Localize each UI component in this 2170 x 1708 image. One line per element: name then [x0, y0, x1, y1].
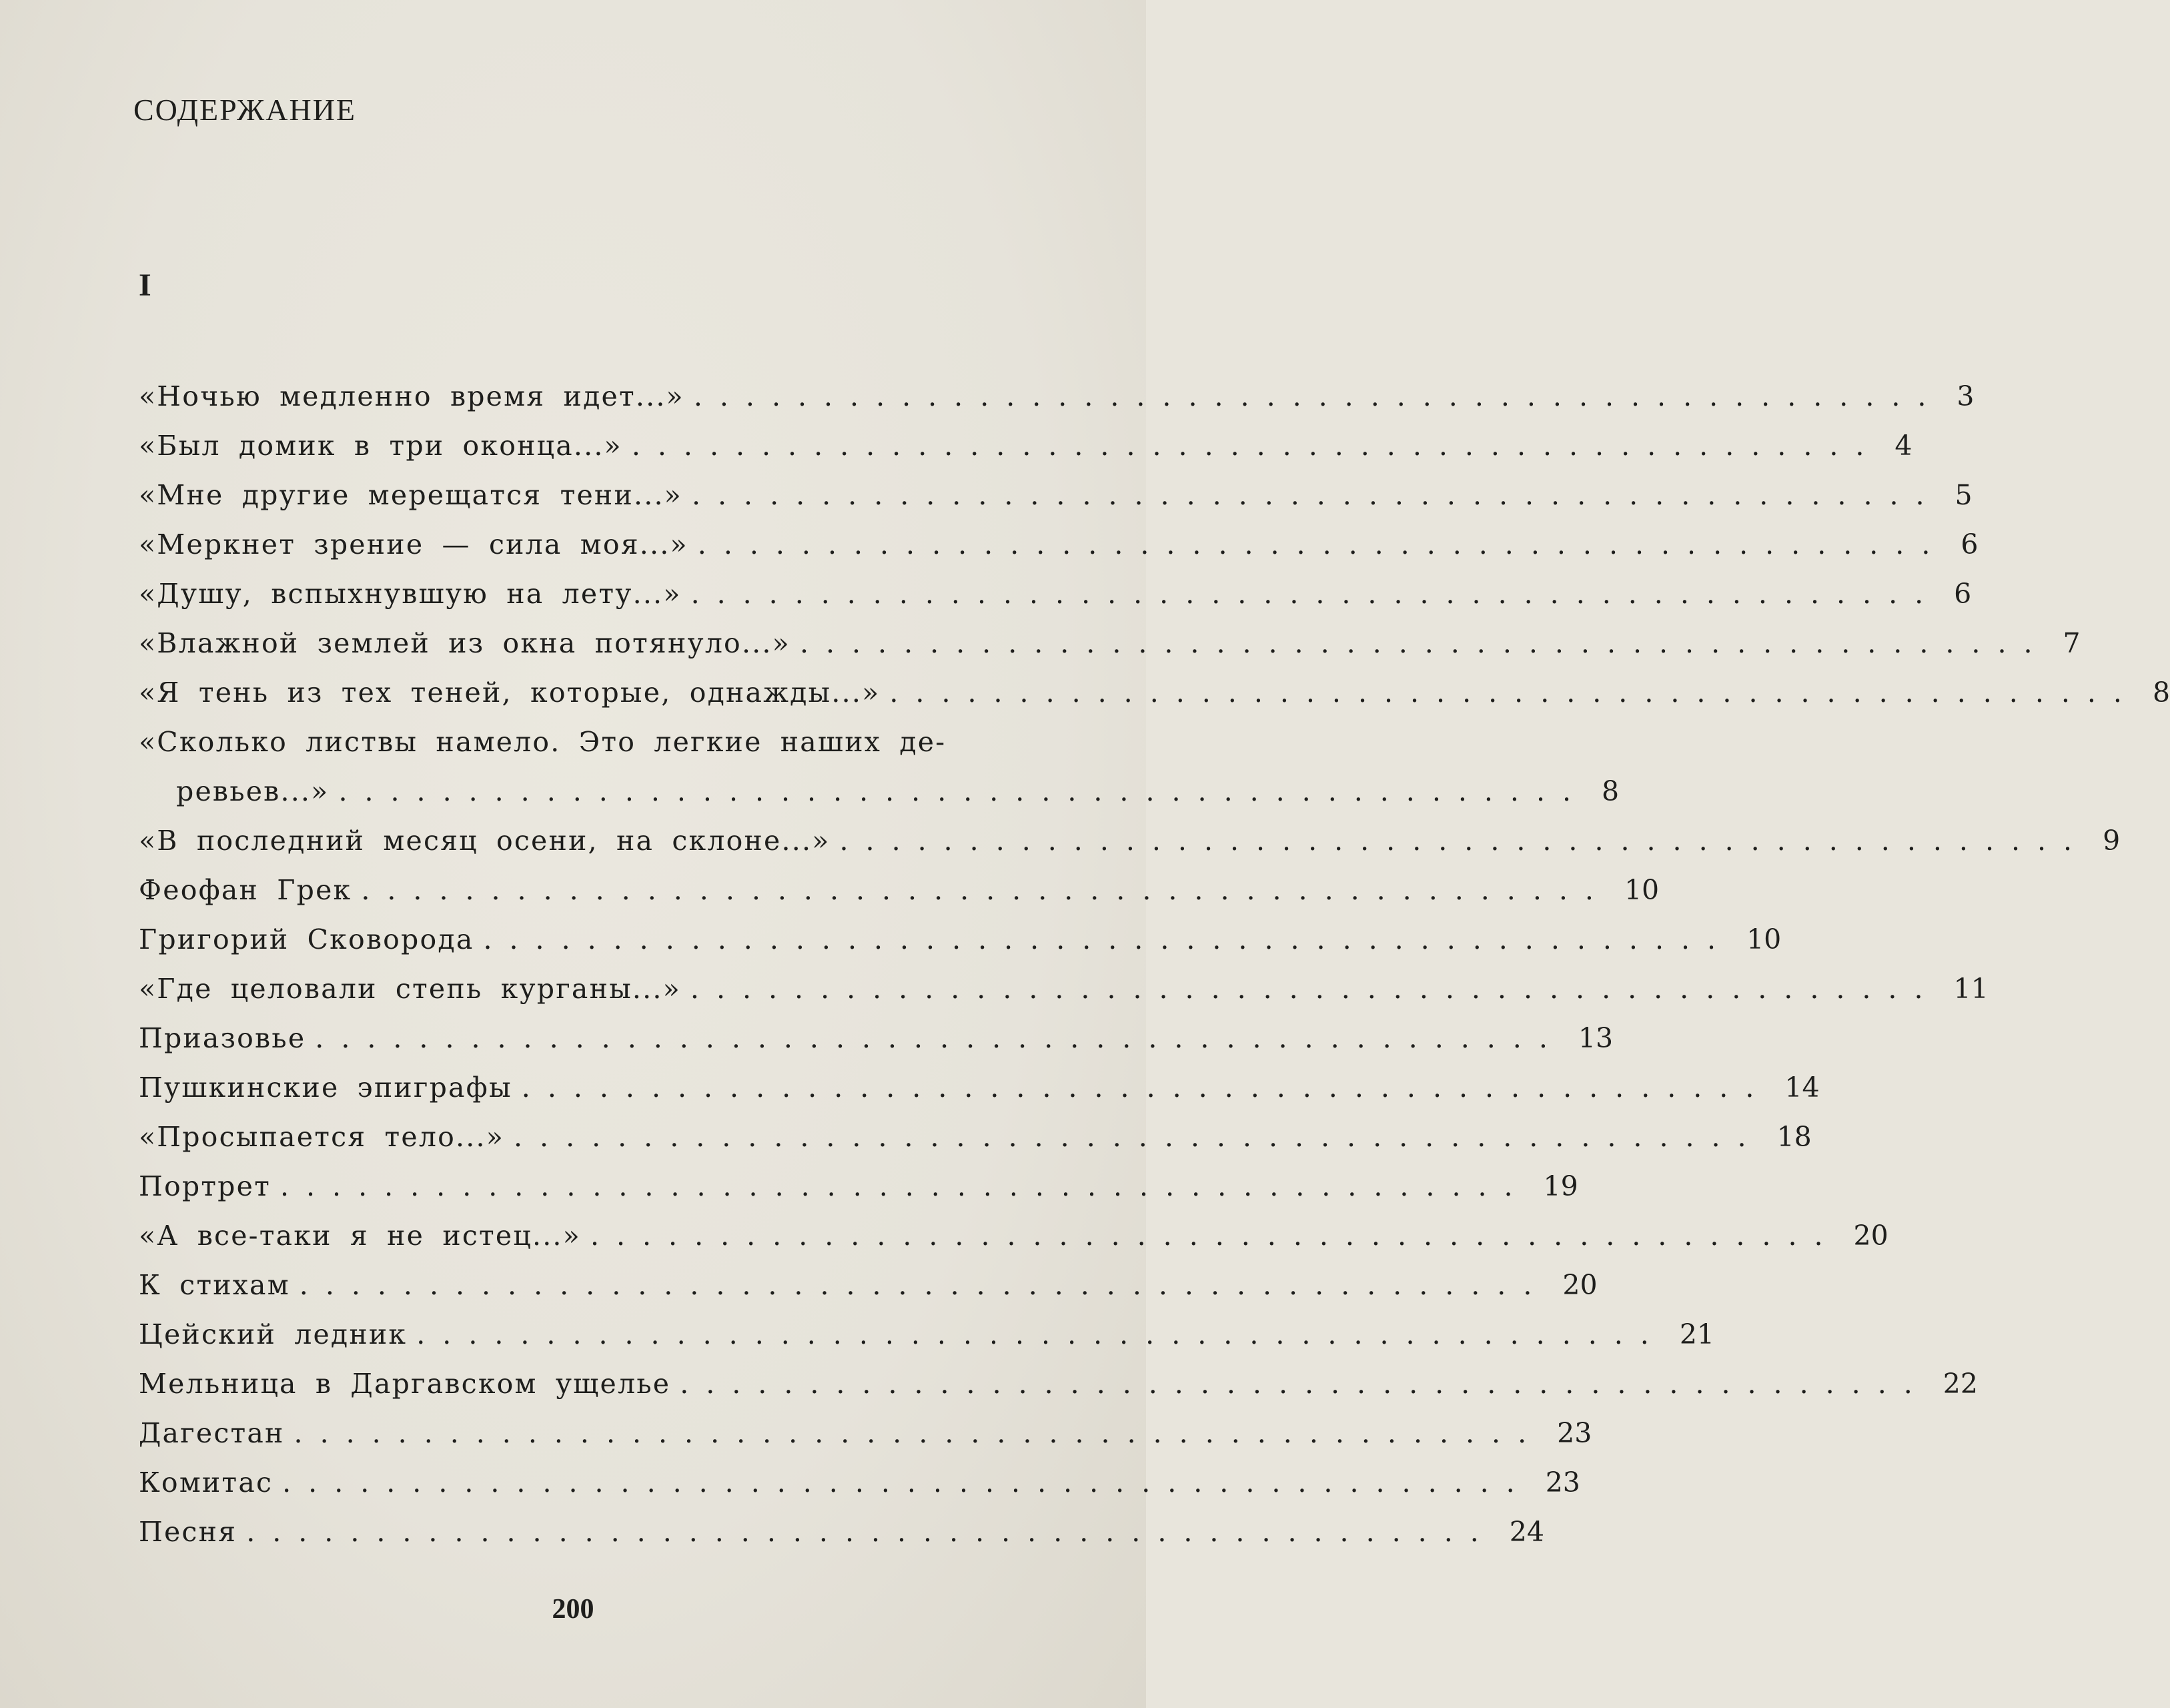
toc-leader-dots: ................................................: [338, 775, 1589, 807]
toc-leader-dots: ................................................: [246, 1516, 1496, 1548]
toc-entry-title: «Влажной землей из окна потянуло...»: [139, 627, 790, 659]
toc-entry-page: 14: [1784, 1072, 1820, 1104]
toc-entry-title: Цейский ледник: [139, 1318, 408, 1350]
toc-entry-page: 21: [1679, 1318, 1715, 1350]
toc-entry-page: 13: [1578, 1022, 1614, 1054]
section-number: I: [139, 268, 151, 303]
toc-leader-dots: ................................................: [590, 1220, 1840, 1252]
toc-entry: [139, 479, 1973, 528]
toc-entry: [139, 1368, 1978, 1417]
toc-entry-title: «Просыпается тело...»: [139, 1121, 504, 1153]
toc-entry: [139, 1466, 1580, 1516]
toc-entry-title: «В последний месяц осени, на склоне...»: [139, 825, 831, 857]
table-of-contents: [139, 380, 2170, 1565]
toc-entry: [139, 874, 1660, 923]
toc-entry-title: Мельница в Даргавском ущелье: [139, 1368, 671, 1400]
toc-entry: [139, 677, 2170, 726]
page-number: 200: [552, 1594, 594, 1625]
toc-entry: [139, 973, 1989, 1022]
toc-entry-title: Комитас: [139, 1466, 274, 1499]
toc-entry-title: Портрет: [139, 1170, 271, 1202]
toc-leader-dots: ................................................: [690, 973, 1941, 1005]
toc-entry-page: 7: [2063, 627, 2081, 659]
toc-entry-title-continuation: ревьев...»: [176, 775, 330, 807]
toc-entry-page: 10: [1624, 874, 1660, 906]
toc-entry-line-2: [139, 775, 1620, 825]
toc-entry: [139, 528, 1979, 578]
toc-leader-dots: ................................................: [416, 1318, 1666, 1350]
toc-entry-page: 18: [1776, 1121, 1812, 1153]
toc-entry: [139, 1170, 1578, 1220]
toc-entry: [139, 1022, 1614, 1072]
toc-entry-page: 6: [1961, 528, 1979, 560]
toc-leader-dots: ................................................: [889, 677, 2139, 709]
toc-entry-page: 23: [1557, 1417, 1592, 1449]
toc-leader-dots: ................................................: [839, 825, 2090, 857]
toc-entry-page: 10: [1746, 923, 1782, 955]
toc-leader-dots: ................................................: [697, 528, 1948, 560]
toc-entry-title: Феофан Грек: [139, 874, 352, 906]
toc-entry-page: 11: [1953, 973, 1989, 1005]
toc-entry-title: Песня: [139, 1516, 237, 1548]
toc-entry: [139, 1417, 1592, 1466]
toc-leader-dots: ................................................: [693, 380, 1944, 412]
toc-entry-page: 8: [1602, 775, 1620, 807]
toc-entry-title: Григорий Сковорода: [139, 923, 474, 955]
toc-entry: [139, 627, 2081, 677]
toc-leader-dots: ................................................: [315, 1022, 1565, 1054]
toc-entry: [139, 825, 2121, 874]
toc-entry-page: 3: [1957, 380, 1975, 412]
toc-leader-dots: ................................................: [514, 1121, 1764, 1153]
toc-leader-dots: ................................................: [680, 1368, 1930, 1400]
toc-entry: [139, 1269, 1598, 1318]
toc-entry-title: «Где целовали степь курганы...»: [139, 973, 681, 1005]
toc-entry-page: 23: [1545, 1466, 1580, 1499]
toc-leader-dots: ................................................: [521, 1072, 1772, 1104]
toc-entry-page: 4: [1894, 430, 1913, 462]
page-title: СОДЕРЖАНИЕ: [133, 93, 357, 127]
toc-leader-dots: ................................................: [361, 874, 1611, 906]
toc-entry: [139, 1220, 1888, 1269]
toc-entry-page: 20: [1562, 1269, 1598, 1301]
toc-entry-title: «Был домик в три оконца...»: [139, 430, 622, 462]
toc-entry: [139, 380, 1975, 430]
toc-leader-dots: ................................................: [483, 923, 1734, 955]
toc-leader-dots: ................................................: [691, 479, 1942, 511]
toc-entry-title: Пушкинские эпиграфы: [139, 1072, 512, 1104]
toc-entry-page: 8: [2152, 677, 2170, 709]
toc-entry: [139, 1516, 1544, 1565]
toc-entry: [139, 1121, 1812, 1170]
toc-entry: [139, 1072, 1820, 1121]
toc-leader-dots: ................................................: [631, 430, 1882, 462]
toc-entry: [139, 430, 1913, 479]
toc-leader-dots: ................................................: [799, 627, 2050, 659]
toc-entry-title: «Меркнет зрение — сила моя...»: [139, 528, 688, 560]
toc-leader-dots: ................................................: [282, 1466, 1532, 1499]
toc-entry-title: «А все-таки я не истец...»: [139, 1220, 581, 1252]
toc-entry-title: «Душу, вспыхнувшую на лету...»: [139, 578, 682, 610]
toc-entry: [139, 923, 1782, 973]
toc-entry-page: 19: [1543, 1170, 1578, 1202]
toc-entry-title: «Мне другие мерещатся тени...»: [139, 479, 682, 511]
toc-entry-page: 5: [1955, 479, 1973, 511]
toc-entry: [139, 1318, 1715, 1368]
toc-leader-dots: ................................................: [690, 578, 1941, 610]
toc-entry-title: «Ночью медленно время идет...»: [139, 380, 684, 412]
toc-entry-page: 9: [2103, 825, 2121, 857]
toc-leader-dots: ................................................: [299, 1269, 1550, 1301]
toc-entry-title: К стихам: [139, 1269, 290, 1301]
toc-entry-page: 20: [1853, 1220, 1888, 1252]
toc-leader-dots: ................................................: [294, 1417, 1544, 1449]
toc-entry-title: «Сколько листвы намело. Это легкие наших де-: [139, 726, 947, 758]
toc-entry-page: 22: [1943, 1368, 1978, 1400]
toc-entry-title: «Я тень из тех теней, которые, однажды...»: [139, 677, 881, 709]
toc-entry-page: 6: [1954, 578, 1972, 610]
toc-leader-dots: ................................................: [280, 1170, 1530, 1202]
toc-entry-line-1: [139, 726, 1033, 775]
toc-entry-title: Приазовье: [139, 1022, 306, 1054]
toc-entry-title: Дагестан: [139, 1417, 285, 1449]
toc-entry: [139, 578, 1972, 627]
toc-entry-page: 24: [1509, 1516, 1544, 1548]
